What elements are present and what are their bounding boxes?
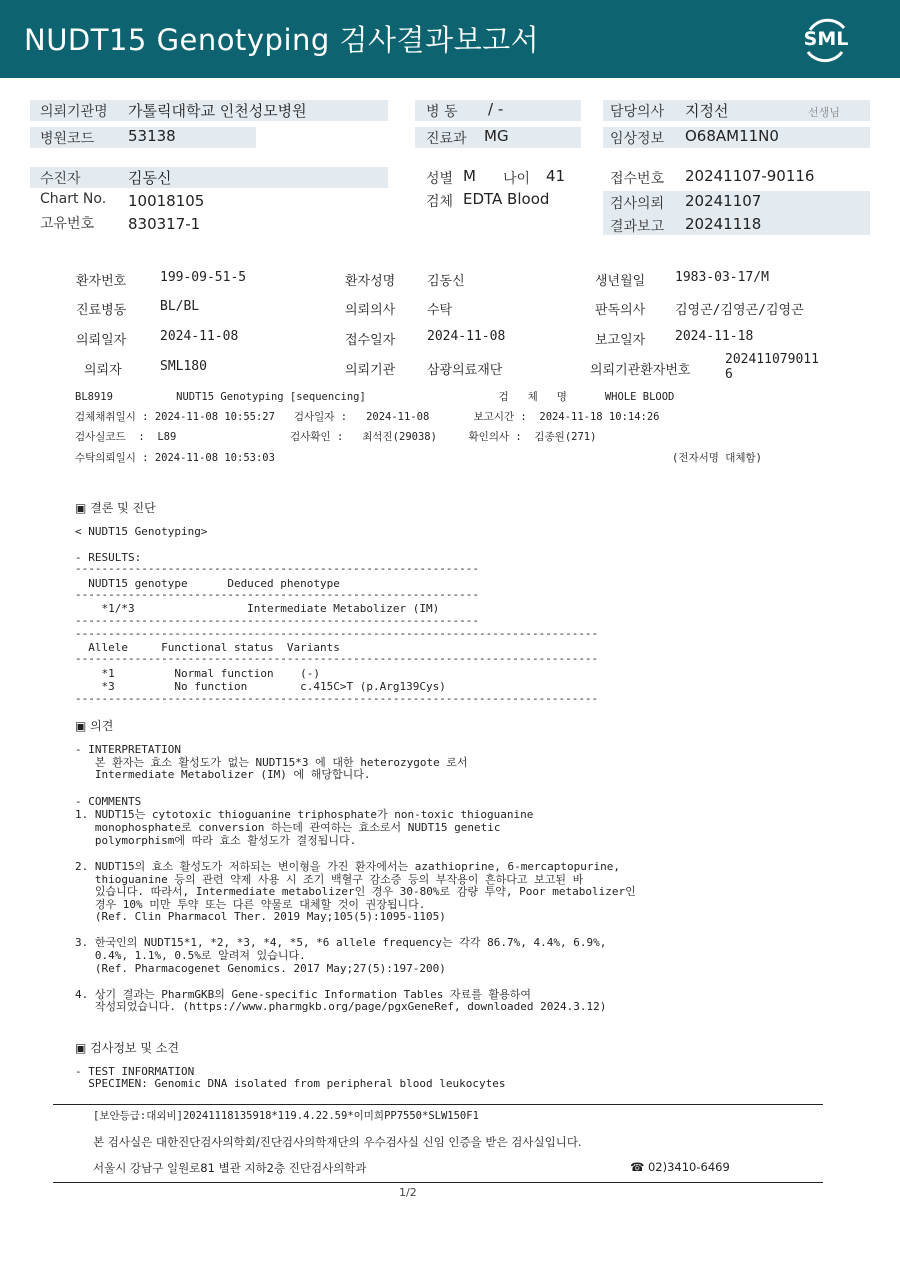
page-number: 1/2 — [399, 1186, 417, 1199]
section-title: ▣ 결론 및 진단 — [75, 501, 156, 515]
label: 접수일자 — [345, 333, 396, 348]
value: 김동신 — [427, 274, 465, 289]
sex-label: 성별 — [426, 171, 454, 187]
request-date-label: 검사의뢰 — [610, 196, 665, 212]
label: 환자번호 — [76, 274, 127, 289]
label: 생년월일 — [595, 274, 646, 289]
footer-divider — [53, 1104, 823, 1105]
requesting-org-label: 의뢰기관명 — [40, 104, 108, 120]
section-title: ▣ 의견 — [75, 719, 114, 733]
address-text: 서울시 강남구 일원로81 별관 지하2층 진단검사의학과 — [93, 1161, 367, 1175]
comment-line: 작성되었습니다. (https://www.pharmgkb.org/page/pgxGeneRef, downloaded 2024.3.12) — [75, 1000, 607, 1013]
label: 의뢰자 — [84, 363, 122, 378]
sub-line: 검체채취일시 : 2024-11-08 10:55:27 검사일자 : 2024-11-08 보고시간 : 2024-11-18 10:14:26 — [75, 411, 660, 423]
sub-line: BL8919 NUDT15 Genotyping [sequencing] 검 체 명 WHOLE BLOOD — [75, 391, 675, 403]
doctor-value: 지정선 — [685, 102, 729, 120]
table2-header: Allele Functional status Variants — [75, 641, 340, 654]
value: 2024-11-08 — [427, 329, 506, 344]
report-date-label: 결과보고 — [610, 219, 665, 235]
dash-line: ------------------------------------------------------------------------------- — [75, 692, 599, 705]
age-value: 41 — [546, 167, 566, 185]
dash-line: ------------------------------------------------------------- — [75, 614, 479, 627]
label: 보고일자 — [595, 333, 646, 348]
dash-line: ------------------------------------------------------------------------------- — [75, 627, 599, 640]
value: 수탁 — [427, 303, 453, 318]
interp-line: Intermediate Metabolizer (IM) 에 해당합니다. — [75, 768, 371, 781]
doctor-suffix: 선생님 — [808, 106, 840, 119]
label: 환자성명 — [345, 274, 396, 289]
interp-line: 본 환자는 효소 활성도가 없는 NUDT15*3 에 대한 heterozygote 로서 — [75, 756, 468, 769]
specimen-label: 검체 — [426, 194, 454, 210]
report-title: NUDT15 Genotyping 검사결과보고서 — [24, 23, 540, 57]
requesting-org-value: 가톨릭대학교 인천성모병원 — [128, 102, 307, 120]
value: BL/BL — [160, 299, 200, 314]
comment-line: monophosphate로 conversion 하는데 관여하는 효소로서 NUDT15 genetic — [75, 821, 501, 834]
dept-label: 진료과 — [426, 131, 467, 147]
logo-text: SML — [803, 28, 849, 50]
comment-line: (Ref. Pharmacogenet Genomics. 2017 May;27(5):197-200) — [75, 962, 446, 975]
unique-label: 고유번호 — [40, 216, 95, 232]
clinical-label: 임상정보 — [610, 131, 665, 147]
receipt-value: 20241107-90116 — [685, 167, 815, 185]
comment-line: polymorphism에 따라 효소 활성도가 결정됩니다. — [75, 834, 357, 847]
label: 진료병동 — [76, 303, 127, 318]
info-bar — [30, 167, 388, 188]
sml-logo — [800, 14, 852, 66]
request-date-value: 20241107 — [685, 192, 762, 210]
footer-divider — [53, 1182, 823, 1183]
sub-line: 검사실코드 : L89 검사확인 : 최석진(29038) 확인의사 : 김종원(271) — [75, 431, 597, 443]
label: 의뢰기관환자번호 — [590, 363, 691, 378]
patient-value: 김동신 — [128, 169, 172, 187]
chart-label: Chart No. — [40, 191, 107, 207]
interp-label: - INTERPRETATION — [75, 743, 181, 756]
comment-line: 있습니다. 따라서, Intermediate metabolizer인 경우 30-80%로 감량 투약, Poor metabolizer인 — [75, 885, 636, 898]
doctor-label: 담당의사 — [610, 104, 665, 120]
comment-line: (Ref. Clin Pharmacol Ther. 2019 May;105(5):1095-1105) — [75, 910, 446, 923]
comments-label: - COMMENTS — [75, 795, 142, 808]
table2-row: *1 Normal function (-) — [75, 667, 321, 680]
comment-line: 경우 10% 미만 투약 또는 다른 약물로 대체할 것이 권장됩니다. — [75, 898, 426, 911]
chart-value: 10018105 — [128, 192, 205, 210]
section-title: ▣ 검사정보 및 소견 — [75, 1041, 179, 1055]
table1-row: *1/*3 Intermediate Metabolizer (IM) — [75, 602, 440, 615]
comment-line: 1. NUDT15는 cytotoxic thioguanine triphosphate가 non-toxic thioguanine — [75, 808, 534, 821]
certification-text: 본 검사실은 대한진단검사의학회/진단검사의학재단의 우수검사실 신임 인증을 받은 검사실입니다. — [93, 1135, 582, 1149]
test-info-label: - TEST INFORMATION — [75, 1065, 195, 1078]
clinical-value: O68AM11N0 — [685, 127, 779, 145]
comment-line: 4. 상기 결과는 PharmGKB의 Gene-specific Information Tables 자료를 활용하여 — [75, 988, 532, 1001]
dash-line: ------------------------------------------------------------------------------- — [75, 652, 599, 665]
comment-line: thioguanine 등의 관련 약제 사용 시 조기 백혈구 감소증 등의 부작용이 흔하다고 보고된 바 — [75, 873, 584, 886]
table2-row: *3 No function c.415C>T (p.Arg139Cys) — [75, 680, 446, 693]
hospital-code-label: 병원코드 — [40, 131, 95, 147]
value: 199-09-51-5 — [160, 270, 247, 285]
sub-line: 수탁의뢰일시 : 2024-11-08 10:53:03 — [75, 452, 275, 464]
results-label: - RESULTS: — [75, 551, 142, 564]
subtitle: < NUDT15 Genotyping> — [75, 525, 208, 538]
value: 6 — [725, 367, 733, 382]
label: 의뢰일자 — [76, 333, 127, 348]
value: SML180 — [160, 359, 207, 374]
value: 1983-03-17/M — [675, 270, 769, 285]
e-signature-note: (전자서명 대체함) — [672, 452, 762, 464]
specimen-line: SPECIMEN: Genomic DNA isolated from peripheral blood leukocytes — [75, 1077, 506, 1090]
receipt-label: 접수번호 — [610, 171, 665, 187]
security-line: [보안등급:대외비]20241118135918*119.4.22.59*이미희PP7550*SLW150F1 — [93, 1110, 479, 1122]
unique-value: 830317-1 — [128, 215, 201, 233]
label: 의뢰기관 — [345, 363, 396, 378]
dept-value: MG — [484, 127, 509, 145]
comment-line: 3. 한국인의 NUDT15*1, *2, *3, *4, *5, *6 allele frequency는 각각 86.7%, 4.4%, 6.9%, — [75, 936, 607, 949]
ward-label: 병 동 — [426, 104, 458, 120]
value: 삼광의료재단 — [427, 363, 503, 378]
report-header — [0, 0, 900, 78]
ward-value: / - — [488, 100, 504, 118]
value: 2024-11-18 — [675, 329, 754, 344]
comment-line: 2. NUDT15의 효소 활성도가 저하되는 변이형을 가진 환자에서는 azathioprine, 6-mercaptopurine, — [75, 860, 621, 873]
comment-line: 0.4%, 1.1%, 0.5%로 알려져 있습니다. — [75, 949, 306, 962]
table1-header: NUDT15 genotype Deduced phenotype — [75, 577, 340, 590]
value: 김영곤/김영곤/김영곤 — [675, 303, 804, 318]
phone-text: ☎ 02)3410-6469 — [630, 1160, 730, 1174]
report-date-value: 20241118 — [685, 215, 762, 233]
label: 의뢰의사 — [345, 303, 396, 318]
value: 202411079011 — [725, 352, 819, 367]
dash-line: ------------------------------------------------------------- — [75, 562, 479, 575]
label: 판독의사 — [595, 303, 646, 318]
dash-line: ------------------------------------------------------------- — [75, 588, 479, 601]
patient-label: 수진자 — [40, 171, 81, 187]
specimen-value: EDTA Blood — [463, 190, 550, 208]
age-label: 나이 — [503, 171, 531, 187]
value: 2024-11-08 — [160, 329, 239, 344]
hospital-code-value: 53138 — [128, 127, 176, 145]
sex-value: M — [463, 167, 476, 185]
